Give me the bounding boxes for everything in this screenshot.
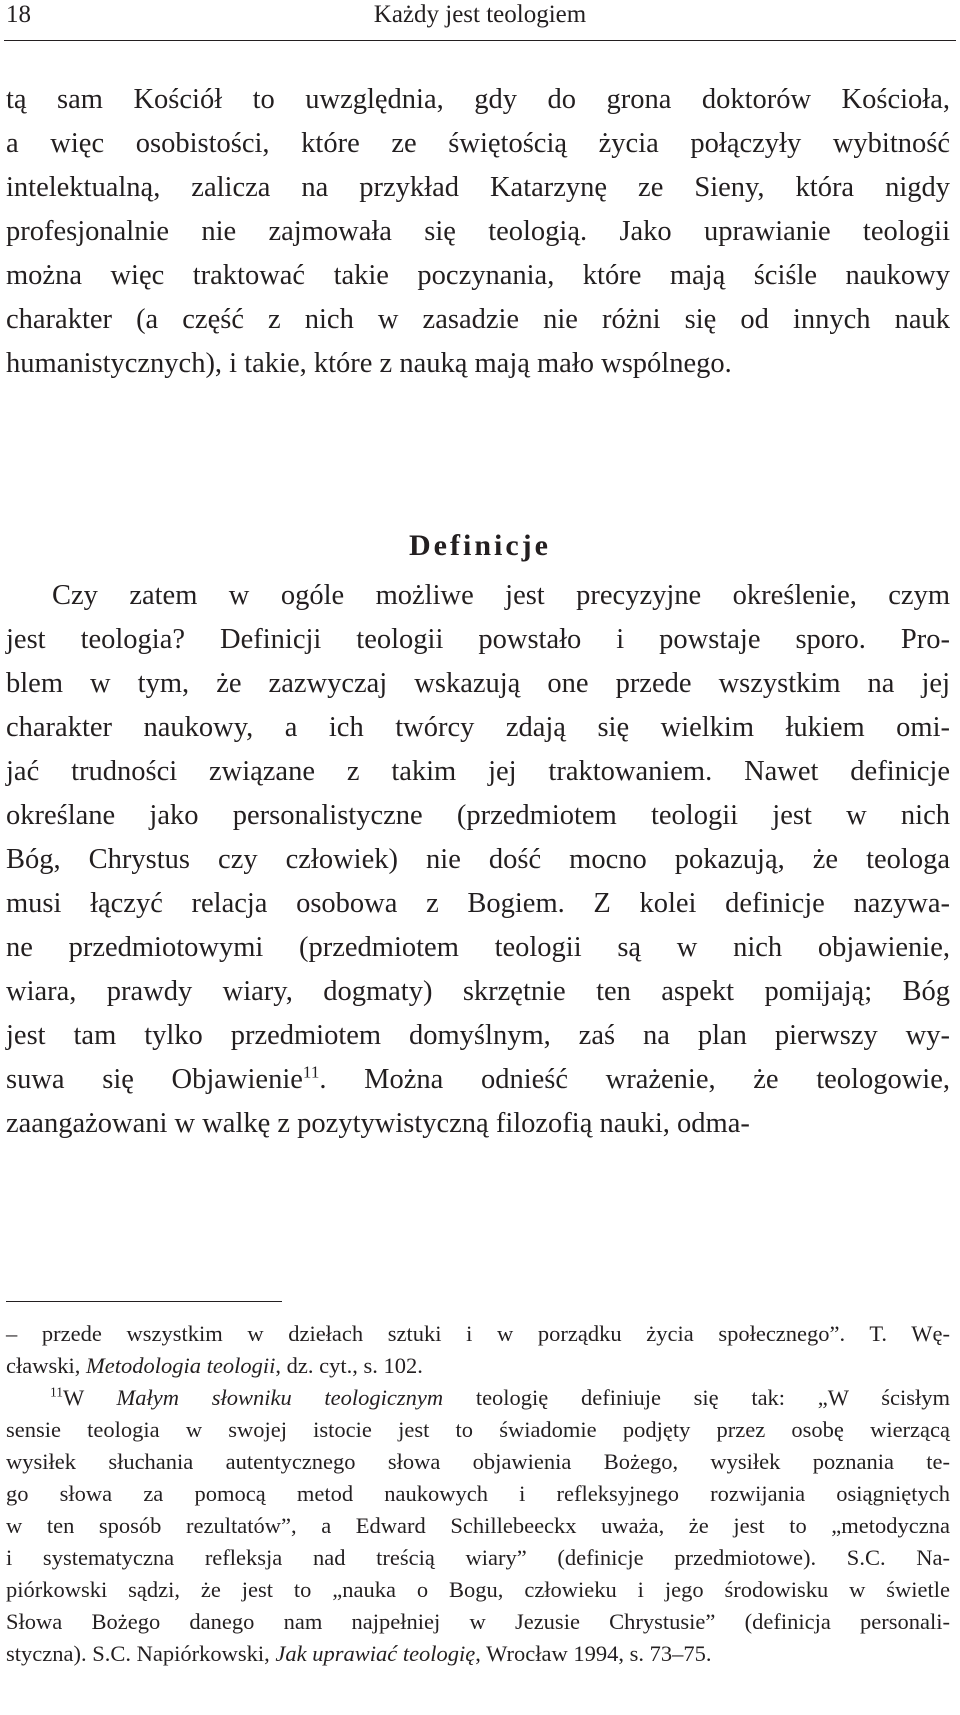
footnote-line: wysiłek słuchania autentycznego słowa objawienia Bożego, wysiłek poznania te- bbox=[6, 1449, 950, 1474]
text-span: , Wrocław 1994, s. 73–75. bbox=[475, 1641, 712, 1666]
footnote-rule bbox=[6, 1301, 282, 1302]
text-line: musi łączyć relacja osobowa z Bogiem. Z kolei definicje nazywa- bbox=[6, 888, 950, 919]
text-line: humanistycznych), i takie, które z nauką mają mało wspólnego. bbox=[6, 348, 732, 379]
section-heading: Definicje bbox=[409, 529, 551, 562]
text-line bbox=[6, 1060, 950, 1100]
footnote-ref-11[interactable]: 11 bbox=[302, 1062, 320, 1082]
text-line: wiara, prawdy wiary, dogmaty) skrzętnie ten aspekt pomijają; Bóg bbox=[6, 976, 950, 1007]
running-title: Każdy jest teologiem bbox=[373, 1, 587, 28]
text-line: intelektualną, zalicza na przykład Katarzynę ze Sieny, która nigdy bbox=[6, 172, 950, 203]
footnote-11-first-line bbox=[50, 1382, 950, 1414]
footnote-line: i systematyczna refleksja nad treścią wiary” (definicje przedmiotowe). S.C. Na- bbox=[6, 1545, 950, 1570]
text-span: teologię definiuje się tak: „W ścisłym bbox=[443, 1385, 951, 1410]
text-span: W bbox=[63, 1385, 117, 1410]
text-line: blem w tym, że zazwyczaj wskazują one przede wszystkim na jej bbox=[6, 668, 950, 699]
footnote-line: go słowa za pomocą metod naukowych i refleksyjnego rozwijania osiągniętych bbox=[6, 1481, 950, 1506]
text-line: jest teologia? Definicji teologii powstało i powstaje sporo. Pro- bbox=[6, 624, 950, 655]
footnote-marker-11: 11 bbox=[50, 1384, 63, 1400]
footnote-line: piórkowski sądzi, że jest to „nauka o Bogu, człowieku i jego środowisku w świetle bbox=[6, 1577, 950, 1602]
text-span: styczna). S.C. Napiórkowski, bbox=[6, 1641, 276, 1666]
footnote-line: Słowa Bożego danego nam najpełniej w Jezusie Chrystusie” (definicja personali- bbox=[6, 1609, 950, 1634]
text-line: charakter naukowy, a ich twórcy zdają się wielkim łukiem omi- bbox=[6, 712, 950, 743]
text-line: tą sam Kościół to uwzględnia, gdy do grona doktorów Kościoła, bbox=[6, 84, 950, 115]
text-line: Bóg, Chrystus czy człowiek) nie dość mocno pokazują, że teologa bbox=[6, 844, 950, 875]
running-header bbox=[6, 0, 954, 34]
book-title: Metodologia teologii bbox=[85, 1353, 276, 1378]
text-line: zaangażowani w walkę z pozytywistyczną filozofią nauki, odma- bbox=[6, 1108, 750, 1139]
footnote-line: – przede wszystkim w dziełach sztuki i w porządku życia społecznego”. T. Wę- bbox=[6, 1321, 950, 1346]
page-number: 18 bbox=[6, 1, 31, 28]
footnote-line: w ten sposób rezultatów”, a Edward Schillebeeckx uważa, że jest to „metodyczna bbox=[6, 1513, 950, 1538]
text-span: cławski, bbox=[6, 1353, 86, 1378]
text-line: profesjonalnie nie zajmowała się teologią. Jako uprawianie teologii bbox=[6, 216, 950, 247]
footnote-line: sensie teologia w swojej istocie jest to świadomie podjęty przez osobę wierzącą bbox=[6, 1417, 950, 1442]
text-span: , dz. cyt., s. 102. bbox=[275, 1353, 423, 1378]
header-rule bbox=[4, 40, 956, 41]
text-span: suwa się Objawienie bbox=[6, 1064, 303, 1095]
text-line: można więc traktować takie poczynania, które mają ściśle naukowy bbox=[6, 260, 950, 291]
text-span: . Można odnieść wrażenie, że teologowie, bbox=[319, 1064, 950, 1095]
text-line: określane jako personalistyczne (przedmiotem teologii jest w nich bbox=[6, 800, 950, 831]
book-title: Jak uprawiać teologię bbox=[275, 1641, 476, 1666]
text-line: Czy zatem w ogóle możliwe jest precyzyjne określenie, czym bbox=[52, 580, 950, 611]
book-title: Małym słowniku teologicznym bbox=[116, 1385, 444, 1410]
text-line: charakter (a część z nich w zasadzie nie różni się od innych nauk bbox=[6, 304, 950, 335]
text-line: jać trudności związane z takim jej traktowaniem. Nawet definicje bbox=[6, 756, 950, 787]
footnote-line bbox=[6, 1350, 950, 1382]
text-line: jest tam tylko przedmiotem domyślnym, zaś na plan pierwszy wy- bbox=[6, 1020, 950, 1051]
text-line: ne przedmiotowymi (przedmiotem teologii są w nich objawienie, bbox=[6, 932, 950, 963]
footnote-line bbox=[6, 1638, 950, 1670]
text-line: a więc osobistości, które ze świętością życia połączyły wybitność bbox=[6, 128, 950, 159]
